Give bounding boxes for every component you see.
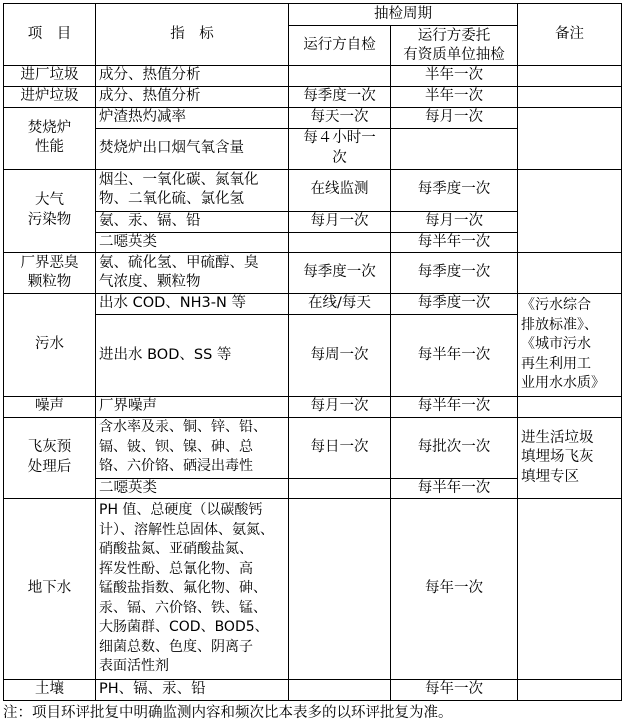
row-indicator: PH、镉、汞、铅 xyxy=(96,680,289,701)
row-indicator: 二噁英类 xyxy=(96,478,289,499)
row-item: 进炉垃圾 xyxy=(4,87,96,108)
row-self-check: 每周一次 xyxy=(289,315,391,397)
header-period: 抽检周期 xyxy=(289,4,518,26)
header-item: 项 目 xyxy=(4,4,96,66)
row-remark xyxy=(518,108,622,170)
row-self-check: 每４小时一 次 xyxy=(289,128,391,169)
row-item: 噪声 xyxy=(4,397,96,418)
row-entrusted: 每季度一次 xyxy=(391,294,518,315)
row-self-check: 每月一次 xyxy=(289,211,391,232)
header-remark: 备注 xyxy=(518,4,622,66)
table-row xyxy=(4,108,622,129)
row-entrusted: 每年一次 xyxy=(391,680,518,701)
table-row xyxy=(4,87,622,108)
row-indicator: PH 值、总硬度（以碳酸钙 计）、溶解性总固体、氨氮、 硝酸盐氮、亚硝酸盐氮、 挥发性酚、总氰化物、高 锰酸盐指数、氟化物、砷、 汞、镉、六价铬、铁、锰、 大肠菌群、COD、BOD5、 细菌总数、色度、阴离子 表面活性剂 xyxy=(96,499,289,680)
footnote: 注：项目环评批复中明确监测内容和频次比本表多的以环评批复为准。 xyxy=(3,705,453,721)
row-self-check xyxy=(289,478,391,499)
row-item: 厂界恶臭 颗粒物 xyxy=(4,253,96,294)
row-indicator: 氨、硫化氢、甲硫醇、臭 气浓度、颗粒物 xyxy=(96,253,289,294)
table-row xyxy=(4,253,622,294)
row-entrusted xyxy=(391,128,518,169)
row-item: 地下水 xyxy=(4,499,96,680)
header-self-check: 运行方自检 xyxy=(289,26,391,66)
row-entrusted: 每月一次 xyxy=(391,108,518,129)
row-entrusted: 半年一次 xyxy=(391,66,518,87)
row-remark: 《污水综合 排放标准》、 《城市污水 再生利用工 业用水水质》 xyxy=(518,294,622,397)
row-indicator: 焚烧炉出口烟气氧含量 xyxy=(96,128,289,169)
row-remark xyxy=(518,397,622,418)
row-self-check xyxy=(289,499,391,680)
table-row xyxy=(4,397,622,418)
row-item: 大气 污染物 xyxy=(4,169,96,253)
row-item: 飞灰预 处理后 xyxy=(4,417,96,499)
row-remark xyxy=(518,169,622,253)
header-indicator: 指 标 xyxy=(96,4,289,66)
row-remark: 进生活垃圾 填埋场飞灰 填埋专区 xyxy=(518,417,622,499)
row-remark xyxy=(518,499,622,680)
row-indicator: 二噁英类 xyxy=(96,232,289,253)
row-self-check: 在线监测 xyxy=(289,169,391,211)
row-entrusted: 每批次一次 xyxy=(391,417,518,478)
row-indicator: 氨、汞、镉、铅 xyxy=(96,211,289,232)
row-entrusted: 每季度一次 xyxy=(391,253,518,294)
header-entrusted: 运行方委托 有资质单位抽检 xyxy=(391,26,518,66)
row-indicator: 炉渣热灼减率 xyxy=(96,108,289,129)
row-self-check: 在线/每天 xyxy=(289,294,391,315)
row-entrusted: 每半年一次 xyxy=(391,232,518,253)
row-remark xyxy=(518,680,622,701)
monitoring-table xyxy=(3,3,622,701)
row-item: 土壤 xyxy=(4,680,96,701)
row-self-check: 每月一次 xyxy=(289,397,391,418)
table-row xyxy=(4,499,622,680)
row-item: 焚烧炉 性能 xyxy=(4,108,96,170)
table-row xyxy=(4,680,622,701)
row-self-check: 每季度一次 xyxy=(289,253,391,294)
row-indicator: 烟尘、一氧化碳、氮氧化 物、二氧化硫、氯化氢 xyxy=(96,169,289,211)
row-item: 污水 xyxy=(4,294,96,397)
row-entrusted: 每半年一次 xyxy=(391,397,518,418)
row-self-check xyxy=(289,232,391,253)
row-self-check: 每日一次 xyxy=(289,417,391,478)
row-indicator: 成分、热值分析 xyxy=(96,87,289,108)
table-row xyxy=(4,417,622,478)
row-self-check xyxy=(289,66,391,87)
row-entrusted: 每季度一次 xyxy=(391,169,518,211)
row-indicator: 厂界噪声 xyxy=(96,397,289,418)
row-self-check xyxy=(289,680,391,701)
row-indicator: 出水 COD、NH3-N 等 xyxy=(96,294,289,315)
row-entrusted: 每半年一次 xyxy=(391,478,518,499)
row-entrusted: 每半年一次 xyxy=(391,315,518,397)
table-row xyxy=(4,294,622,315)
row-remark xyxy=(518,66,622,87)
table-row xyxy=(4,66,622,87)
row-remark xyxy=(518,253,622,294)
row-self-check: 每天一次 xyxy=(289,108,391,129)
row-remark xyxy=(518,87,622,108)
row-indicator: 进出水 BOD、SS 等 xyxy=(96,315,289,397)
row-self-check: 每季度一次 xyxy=(289,87,391,108)
row-entrusted: 每月一次 xyxy=(391,211,518,232)
row-entrusted: 每年一次 xyxy=(391,499,518,680)
row-item: 进厂垃圾 xyxy=(4,66,96,87)
row-entrusted: 半年一次 xyxy=(391,87,518,108)
row-indicator: 含水率及汞、铜、锌、铅、 镉、铍、钡、镍、砷、总 铬、六价铬、硒浸出毒性 xyxy=(96,417,289,478)
row-indicator: 成分、热值分析 xyxy=(96,66,289,87)
table-row xyxy=(4,169,622,211)
